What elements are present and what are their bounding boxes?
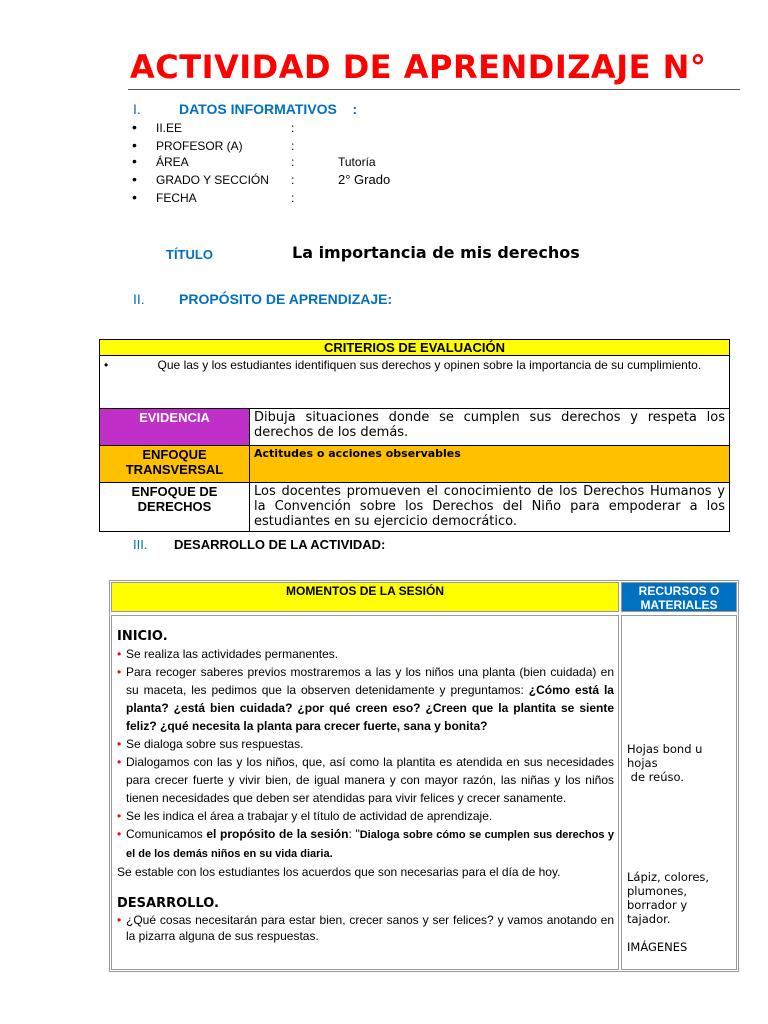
field-colon: :: [291, 191, 295, 205]
titulo-text: La importancia de mis derechos: [292, 243, 580, 262]
field-label: FECHA: [156, 191, 197, 205]
section-2-number: II.: [133, 291, 145, 307]
section-1-title: DATOS INFORMATIVOS :: [179, 101, 358, 117]
resource-supplies: Lápiz, colores, plumones, borrador y tajador.: [627, 870, 710, 926]
section-3-title: DESARROLLO DE LA ACTIVIDAD:: [174, 537, 386, 552]
agreements-text: Se estable con los estudiantes los acuerdos que son necesarias para el día de hoy.: [117, 865, 561, 879]
item-text: ¿Qué cosas necesitarán para estar bien, crecer sanos y ser felices? y vamos anotando en la pizarra alguna de sus respuestas.: [126, 913, 614, 943]
section-3-number: III.: [133, 537, 148, 552]
bullet-icon: •: [117, 913, 122, 927]
bullet-icon: •: [132, 137, 137, 153]
field-label: II.EE: [156, 121, 183, 135]
field-colon: :: [291, 121, 295, 135]
session-header-resources: RECURSOS O MATERIALES: [621, 582, 737, 612]
item-text: : ": [348, 827, 360, 841]
item-text: Dialogamos con las y los niños, que, así como la plantita es atendida en sus necesidades para crecer fuerte y vivir bien, de igual manera y con mayor razón, las niñas y los niños tienen necesidades que deben ser atendidas para vivir felices y crecer sanamente.: [126, 755, 614, 805]
list-item: [117, 735, 614, 753]
field-colon: :: [291, 173, 295, 187]
section-1-number: I.: [133, 101, 141, 117]
bullet-icon: •: [117, 665, 122, 679]
titulo-label: TÍTULO: [166, 247, 213, 262]
list-item: [117, 663, 614, 735]
bullet-icon: •: [132, 171, 137, 187]
bullet-icon: •: [117, 827, 122, 841]
derechos-label: ENFOQUE DE DERECHOS: [100, 483, 250, 532]
bullet-icon: •: [117, 809, 122, 823]
field-colon: :: [291, 155, 295, 169]
item-text: Comunicamos: [126, 827, 207, 841]
evidencia-label: EVIDENCIA: [100, 409, 250, 446]
evidencia-text: Dibuja situaciones donde se cumplen sus derechos y respeta los derechos de los demás.: [250, 409, 730, 446]
item-bold: el propósito de la sesión: [206, 827, 349, 841]
criteria-header: CRITERIOS DE EVALUACIÓN: [100, 340, 730, 356]
resource-paper: [627, 742, 731, 784]
bullet-icon: •: [117, 737, 122, 751]
page-title: ACTIVIDAD DE APRENDIZAJE N°: [130, 48, 707, 86]
criteria-text: Que las y los estudiantes identifiquen sus derechos y opinen sobre la importancia de su cumplimiento.: [157, 358, 702, 372]
bullet-icon: •: [117, 755, 122, 769]
field-label: PROFESOR (A): [156, 139, 243, 153]
session-content: [117, 629, 614, 944]
enfoque-label: ENFOQUE TRANSVERSAL: [100, 446, 250, 483]
list-item: [117, 912, 614, 944]
criteria-table: [99, 339, 730, 532]
inicio-heading: INICIO.: [117, 629, 168, 644]
bullet-icon: •: [132, 119, 137, 135]
criteria-body: [100, 356, 730, 409]
bullet-icon: •: [104, 358, 109, 372]
section-2-title: PROPÓSITO DE APRENDIZAJE:: [179, 291, 393, 307]
list-item: [117, 807, 614, 825]
desarrollo-heading: DESARROLLO.: [117, 896, 219, 911]
item-text: Se realiza las actividades permanentes.: [126, 647, 339, 661]
field-colon: :: [291, 139, 295, 153]
list-item: [117, 753, 614, 807]
field-label: GRADO Y SECCIÓN: [156, 173, 269, 187]
derechos-text: Los docentes promueven el conocimiento de los Derechos Humanos y la Convención sobre los Derechos del Niño para empoderar a los estudiantes en su ejercicio democrático.: [250, 483, 730, 532]
item-purpose: Dialoga sobre cómo se cumplen sus derechos y el de los demás niños en su vida diaria.: [126, 829, 614, 860]
resource-text: Hojas bond u hojas: [627, 742, 703, 770]
item-questions: ¿Cómo está la planta? ¿está bien cuidada? ¿por qué creen eso? ¿Creen que la plantita se siente feliz? ¿qué necesita la planta para crecer fuerte, sana y bonita?: [126, 683, 614, 733]
bullet-icon: •: [132, 153, 137, 169]
field-value: 2° Grado: [338, 172, 391, 187]
resource-images: IMÁGENES: [627, 940, 688, 954]
title-underline: [128, 89, 740, 90]
item-text: Se dialoga sobre sus respuestas.: [126, 737, 304, 751]
list-item: [117, 645, 614, 663]
resource-text: de reúso.: [627, 770, 685, 784]
item-text: Para recoger saberes previos mostraremos a las y los niños una planta (bien cuidada) en su maceta, les pedimos que la observen detenidamente y preguntamos:: [126, 665, 614, 697]
list-item: [117, 825, 614, 863]
field-value: Tutoría: [338, 155, 376, 169]
bullet-icon: •: [132, 189, 137, 205]
item-text: Se les indica el área a trabajar y el título de actividad de aprendizaje.: [126, 809, 493, 823]
field-label: ÁREA: [156, 155, 189, 169]
bullet-icon: •: [117, 647, 122, 661]
enfoque-text: Actitudes o acciones observables: [250, 446, 730, 483]
session-header-moments: MOMENTOS DE LA SESIÓN: [111, 582, 619, 612]
